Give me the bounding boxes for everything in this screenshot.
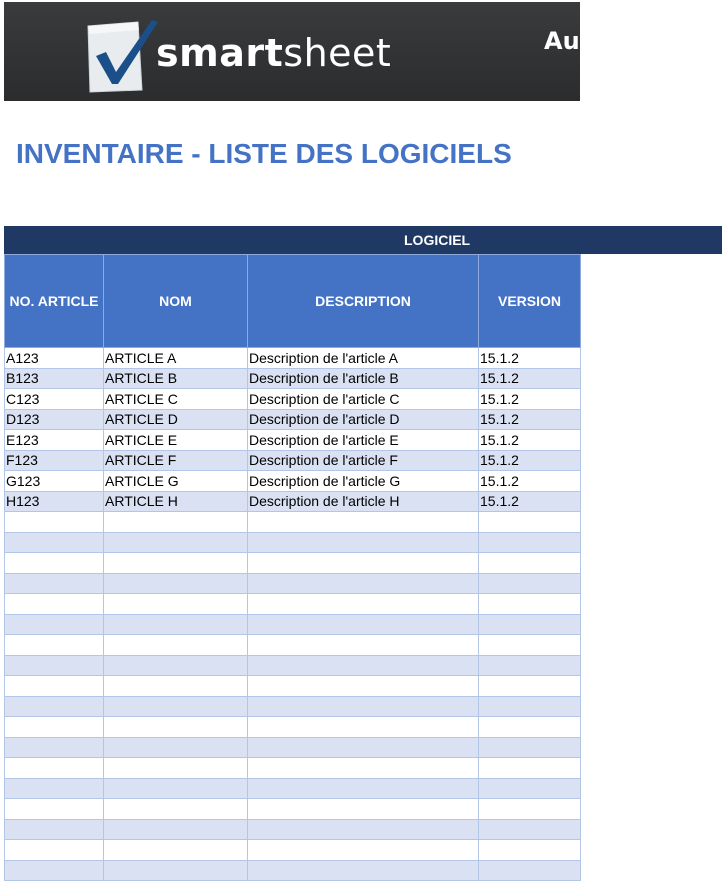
- cell-description[interactable]: [248, 819, 479, 840]
- cell-description[interactable]: Description de l'article B: [248, 368, 479, 389]
- cell-no-article[interactable]: [5, 532, 104, 553]
- cell-nom[interactable]: [104, 532, 248, 553]
- cell-nom[interactable]: [104, 860, 248, 881]
- table-row: [5, 778, 581, 799]
- cell-no-article[interactable]: [5, 676, 104, 697]
- table-row: [5, 758, 581, 779]
- cell-no-article[interactable]: [5, 573, 104, 594]
- cell-nom[interactable]: [104, 737, 248, 758]
- table-row: [5, 512, 581, 533]
- cell-version[interactable]: [479, 696, 581, 717]
- cell-no-article[interactable]: [5, 840, 104, 861]
- cell-description[interactable]: [248, 676, 479, 697]
- checkmark-icon: [82, 16, 160, 94]
- cell-version[interactable]: [479, 819, 581, 840]
- group-header-bar: [4, 226, 722, 254]
- cell-version[interactable]: 15.1.2: [479, 409, 581, 430]
- table-row: [5, 573, 581, 594]
- cell-no-article[interactable]: G123: [5, 471, 104, 492]
- group-header-label: LOGICIEL: [404, 232, 471, 248]
- cell-description[interactable]: [248, 655, 479, 676]
- table-row: [5, 532, 581, 553]
- cell-no-article[interactable]: F123: [5, 450, 104, 471]
- cell-description[interactable]: [248, 737, 479, 758]
- cell-description[interactable]: Description de l'article G: [248, 471, 479, 492]
- banner-cta-text: Au: [544, 27, 580, 55]
- cell-nom[interactable]: [104, 799, 248, 820]
- cell-nom[interactable]: [104, 553, 248, 574]
- cell-version[interactable]: [479, 573, 581, 594]
- table-row: [5, 860, 581, 881]
- cell-no-article[interactable]: [5, 819, 104, 840]
- cell-description[interactable]: Description de l'article D: [248, 409, 479, 430]
- cell-no-article[interactable]: [5, 799, 104, 820]
- cell-description[interactable]: [248, 758, 479, 779]
- table-row: [5, 430, 581, 451]
- table-row: [5, 389, 581, 410]
- table-body: [5, 348, 581, 881]
- cell-no-article[interactable]: [5, 635, 104, 656]
- table-row: [5, 799, 581, 820]
- cell-version[interactable]: [479, 532, 581, 553]
- table-row: [5, 450, 581, 471]
- cell-version[interactable]: [479, 553, 581, 574]
- cell-no-article[interactable]: [5, 696, 104, 717]
- cell-version[interactable]: 15.1.2: [479, 450, 581, 471]
- cell-description[interactable]: [248, 778, 479, 799]
- cell-nom[interactable]: [104, 840, 248, 861]
- cell-description[interactable]: [248, 594, 479, 615]
- cell-no-article[interactable]: B123: [5, 368, 104, 389]
- cell-no-article[interactable]: C123: [5, 389, 104, 410]
- cell-version[interactable]: [479, 799, 581, 820]
- cell-description[interactable]: [248, 553, 479, 574]
- cell-description[interactable]: Description de l'article E: [248, 430, 479, 451]
- cell-nom[interactable]: [104, 512, 248, 533]
- cell-nom[interactable]: [104, 717, 248, 738]
- table-row: [5, 737, 581, 758]
- smartsheet-logo-text: [156, 28, 391, 78]
- cell-no-article[interactable]: H123: [5, 491, 104, 512]
- table-row: [5, 553, 581, 574]
- cell-nom[interactable]: ARTICLE B: [104, 368, 248, 389]
- table-row: [5, 717, 581, 738]
- cell-description[interactable]: Description de l'article F: [248, 450, 479, 471]
- cell-version[interactable]: 15.1.2: [479, 368, 581, 389]
- cell-version[interactable]: 15.1.2: [479, 389, 581, 410]
- cell-no-article[interactable]: A123: [5, 348, 104, 369]
- cell-nom[interactable]: ARTICLE H: [104, 491, 248, 512]
- cell-no-article[interactable]: [5, 594, 104, 615]
- cell-nom[interactable]: ARTICLE C: [104, 389, 248, 410]
- cell-description[interactable]: [248, 512, 479, 533]
- cell-description[interactable]: [248, 614, 479, 635]
- cell-version[interactable]: [479, 614, 581, 635]
- cell-nom[interactable]: [104, 573, 248, 594]
- table-row: [5, 409, 581, 430]
- cell-version[interactable]: [479, 840, 581, 861]
- table-row: [5, 696, 581, 717]
- cell-version[interactable]: 15.1.2: [479, 491, 581, 512]
- table-row: [5, 676, 581, 697]
- table-row: [5, 348, 581, 369]
- cell-nom[interactable]: [104, 819, 248, 840]
- cell-version[interactable]: [479, 512, 581, 533]
- cell-nom[interactable]: ARTICLE A: [104, 348, 248, 369]
- cell-description[interactable]: [248, 696, 479, 717]
- logo-text-bold: smart: [156, 31, 284, 75]
- cell-description[interactable]: [248, 840, 479, 861]
- cell-version[interactable]: [479, 717, 581, 738]
- cell-no-article[interactable]: [5, 553, 104, 574]
- logo-text-light: sheet: [283, 31, 392, 75]
- cell-no-article[interactable]: D123: [5, 409, 104, 430]
- table-row: [5, 471, 581, 492]
- cell-nom[interactable]: [104, 758, 248, 779]
- table-row: [5, 819, 581, 840]
- cell-nom[interactable]: ARTICLE D: [104, 409, 248, 430]
- cell-description[interactable]: [248, 532, 479, 553]
- cell-description[interactable]: [248, 635, 479, 656]
- cell-version[interactable]: [479, 758, 581, 779]
- cell-no-article[interactable]: [5, 860, 104, 881]
- cell-no-article[interactable]: [5, 614, 104, 635]
- cell-version[interactable]: [479, 655, 581, 676]
- cell-nom[interactable]: [104, 614, 248, 635]
- column-header-nom[interactable]: NOM: [104, 255, 248, 348]
- cell-description[interactable]: Description de l'article H: [248, 491, 479, 512]
- cell-description[interactable]: Description de l'article A: [248, 348, 479, 369]
- cell-no-article[interactable]: [5, 758, 104, 779]
- cell-version[interactable]: 15.1.2: [479, 430, 581, 451]
- cell-nom[interactable]: [104, 655, 248, 676]
- cell-version[interactable]: 15.1.2: [479, 471, 581, 492]
- table-row: [5, 491, 581, 512]
- cell-no-article[interactable]: [5, 778, 104, 799]
- column-header-no-article[interactable]: NO. ARTICLE: [5, 255, 104, 348]
- cell-nom[interactable]: [104, 594, 248, 615]
- table-row: [5, 635, 581, 656]
- cell-description[interactable]: [248, 717, 479, 738]
- table-row: [5, 840, 581, 861]
- cell-description[interactable]: [248, 573, 479, 594]
- cell-version[interactable]: [479, 676, 581, 697]
- column-header-description[interactable]: DESCRIPTION: [248, 255, 479, 348]
- header-row: [5, 255, 581, 348]
- cell-no-article[interactable]: [5, 737, 104, 758]
- cell-version[interactable]: 15.1.2: [479, 348, 581, 369]
- smartsheet-banner[interactable]: [4, 2, 580, 101]
- table-row: [5, 614, 581, 635]
- cell-description[interactable]: [248, 799, 479, 820]
- cell-version[interactable]: [479, 635, 581, 656]
- cell-no-article[interactable]: [5, 512, 104, 533]
- cell-nom[interactable]: [104, 696, 248, 717]
- cell-description[interactable]: [248, 860, 479, 881]
- table-row: [5, 655, 581, 676]
- table-row: [5, 594, 581, 615]
- table-row: [5, 368, 581, 389]
- cell-description[interactable]: Description de l'article C: [248, 389, 479, 410]
- cell-nom[interactable]: [104, 635, 248, 656]
- cell-nom[interactable]: ARTICLE G: [104, 471, 248, 492]
- page-title: INVENTAIRE - LISTE DES LOGICIELS: [16, 138, 512, 169]
- cell-nom[interactable]: ARTICLE E: [104, 430, 248, 451]
- cell-nom[interactable]: [104, 778, 248, 799]
- cell-no-article[interactable]: [5, 655, 104, 676]
- cell-no-article[interactable]: E123: [5, 430, 104, 451]
- cell-version[interactable]: [479, 778, 581, 799]
- cell-version[interactable]: [479, 860, 581, 881]
- column-header-version[interactable]: VERSION: [479, 255, 581, 348]
- cell-version[interactable]: [479, 737, 581, 758]
- inventory-table: [4, 254, 581, 881]
- cell-nom[interactable]: ARTICLE F: [104, 450, 248, 471]
- cell-no-article[interactable]: [5, 717, 104, 738]
- cell-nom[interactable]: [104, 676, 248, 697]
- cell-version[interactable]: [479, 594, 581, 615]
